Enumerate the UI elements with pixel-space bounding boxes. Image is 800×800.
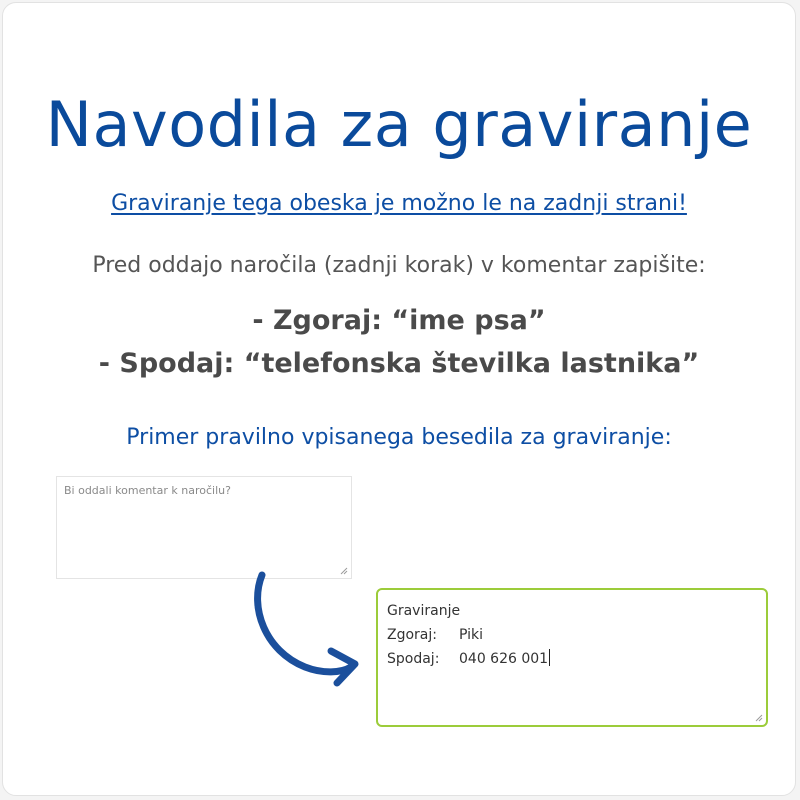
instructions-intro: Pred oddajo naročila (zadnji korak) v komentar zapišite: xyxy=(92,253,706,278)
filled-comment-textarea[interactable] xyxy=(376,588,768,727)
resize-grip-icon[interactable] xyxy=(755,714,763,722)
engraving-note-link[interactable]: Graviranje tega obeska je možno le na zadnji strani! xyxy=(111,191,687,216)
text-cursor xyxy=(549,649,550,666)
bottom-value: 040 626 001 xyxy=(459,651,549,667)
page-title: Navodila za graviranje xyxy=(45,88,753,161)
curved-arrow-icon xyxy=(243,571,373,691)
comment-line-bottom xyxy=(387,647,757,671)
engraving-note xyxy=(3,189,795,219)
comment-placeholder: Bi oddali komentar k naročilu? xyxy=(64,484,231,497)
instruction-card xyxy=(2,2,796,796)
rule-bottom: - Spodaj: “telefonska številka lastnika” xyxy=(98,348,700,379)
empty-comment-textarea[interactable] xyxy=(56,476,352,579)
comment-line-engraving: Graviranje xyxy=(387,603,461,619)
rule-top: - Zgoraj: “ime psa” xyxy=(252,305,546,336)
top-value: Piki xyxy=(459,627,484,643)
example-heading: Primer pravilno vpisanega besedila za graviranje: xyxy=(126,425,672,450)
comment-line-top xyxy=(387,623,757,647)
bottom-label: Spodaj: xyxy=(387,651,440,667)
top-label: Zgoraj: xyxy=(387,627,437,643)
